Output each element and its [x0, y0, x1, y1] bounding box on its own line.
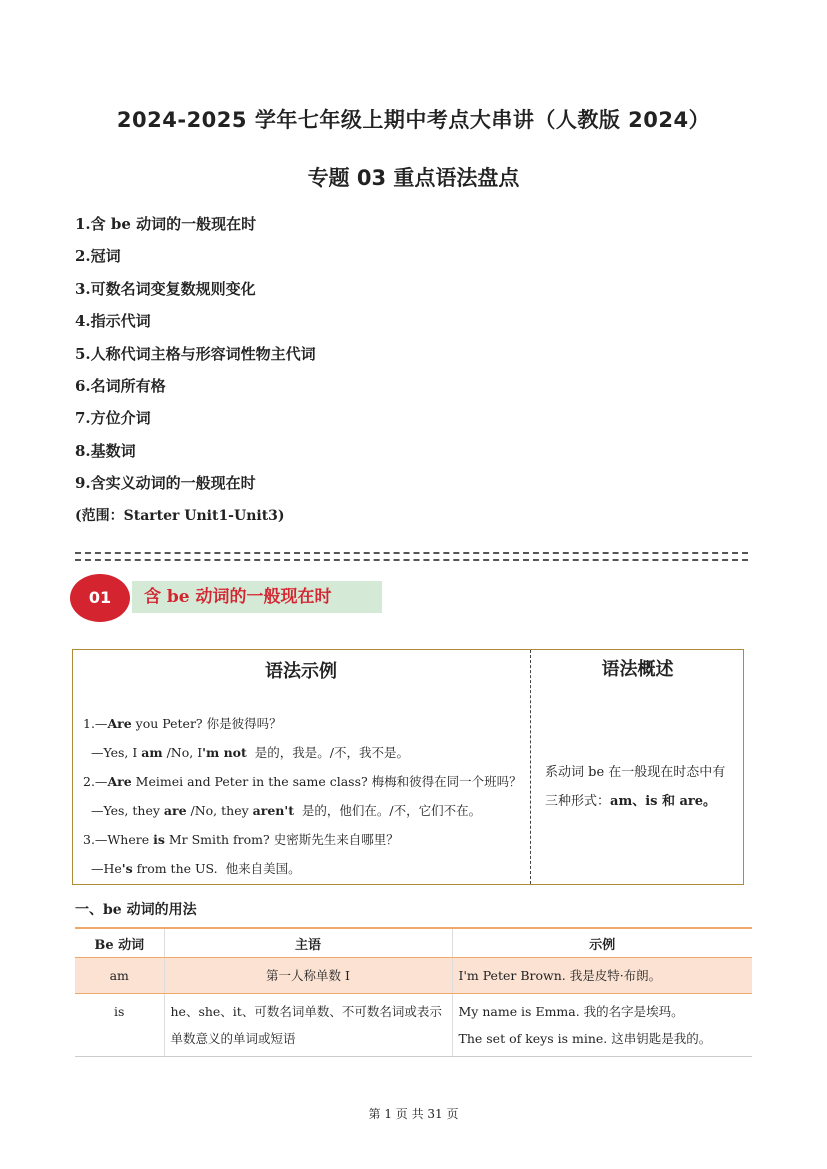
- column-header: Be 动词: [75, 928, 164, 958]
- toc-item: 3.可数名词变复数规则变化: [75, 279, 256, 298]
- toc-item: 1.含 be 动词的一般现在时: [75, 215, 257, 233]
- example-question: 1.—Are you Peter? 你是彼得吗？: [83, 716, 282, 731]
- page-footer: 第 1 页 共 31 页: [368, 1107, 459, 1121]
- section-title: 含 be 动词的一般现在时: [132, 581, 382, 613]
- example-answer: —Yes, they are /No, they aren't 是的，他们在。/不，它们不在。: [83, 803, 482, 818]
- section-number-badge: 01: [70, 574, 130, 622]
- be-cell: am: [75, 958, 164, 994]
- column-header: 示例: [452, 928, 752, 958]
- subject-cell: he、she、it、可数名词单数、不可数名词或表示单数意义的单词或短语: [164, 994, 452, 1057]
- subject-cell: 第一人称单数 I: [164, 958, 452, 994]
- usage-heading: 一、be 动词的用法: [75, 902, 197, 918]
- example-answer: —Yes, I am /No, I'm not 是的，我是。/不，我不是。: [83, 745, 409, 760]
- grammar-examples: [83, 709, 529, 883]
- example-answer: —He's from the US. 他来自美国。: [83, 861, 301, 876]
- example-question: 2.—Are Meimei and Peter in the same class? 梅梅和彼得在同一个班吗？: [83, 774, 522, 789]
- table-header-row: [75, 928, 752, 958]
- grammar-summary: 系动词 be 在一般现在时态中有 三种形式：am、is 和 are。: [545, 765, 726, 809]
- toc-item: 9.含实义动词的一般现在时: [75, 474, 256, 493]
- grammar-box-separator: [530, 650, 531, 884]
- column-header: 主语: [164, 928, 452, 958]
- table-row: [75, 958, 752, 994]
- example-cell: My name is Emma. 我的名字是埃玛。 The set of keys is mine. 这串钥匙是我的。: [452, 994, 752, 1057]
- be-usage-table: [75, 927, 752, 1057]
- summary-heading: 语法概述: [601, 659, 674, 680]
- toc-item: 5.人称代词主格与形容词性物主代词: [75, 344, 316, 363]
- section-divider: [75, 552, 748, 561]
- toc-item: 4.指示代词: [75, 312, 151, 331]
- toc-item: 2.冠词: [75, 247, 121, 266]
- toc-item: 7.方位介词: [75, 409, 151, 428]
- document-subtitle: 专题 03 重点语法盘点: [307, 166, 520, 190]
- toc-item: 8.基数词: [75, 441, 136, 460]
- toc-item: 6.名词所有格: [75, 376, 166, 395]
- table-of-contents: [75, 210, 316, 534]
- example-question: 3.—Where is Mr Smith from? 史密斯先生来自哪里？: [83, 832, 399, 847]
- table-row: [75, 994, 752, 1057]
- scope-note: (范围：Starter Unit1-Unit3): [75, 507, 285, 524]
- document-title: 2024-2025 学年七年级上期中考点大串讲（人教版 2024）: [116, 108, 711, 132]
- examples-heading: 语法示例: [265, 661, 337, 682]
- example-cell: I'm Peter Brown. 我是皮特·布朗。: [452, 958, 752, 994]
- be-cell: is: [75, 994, 164, 1057]
